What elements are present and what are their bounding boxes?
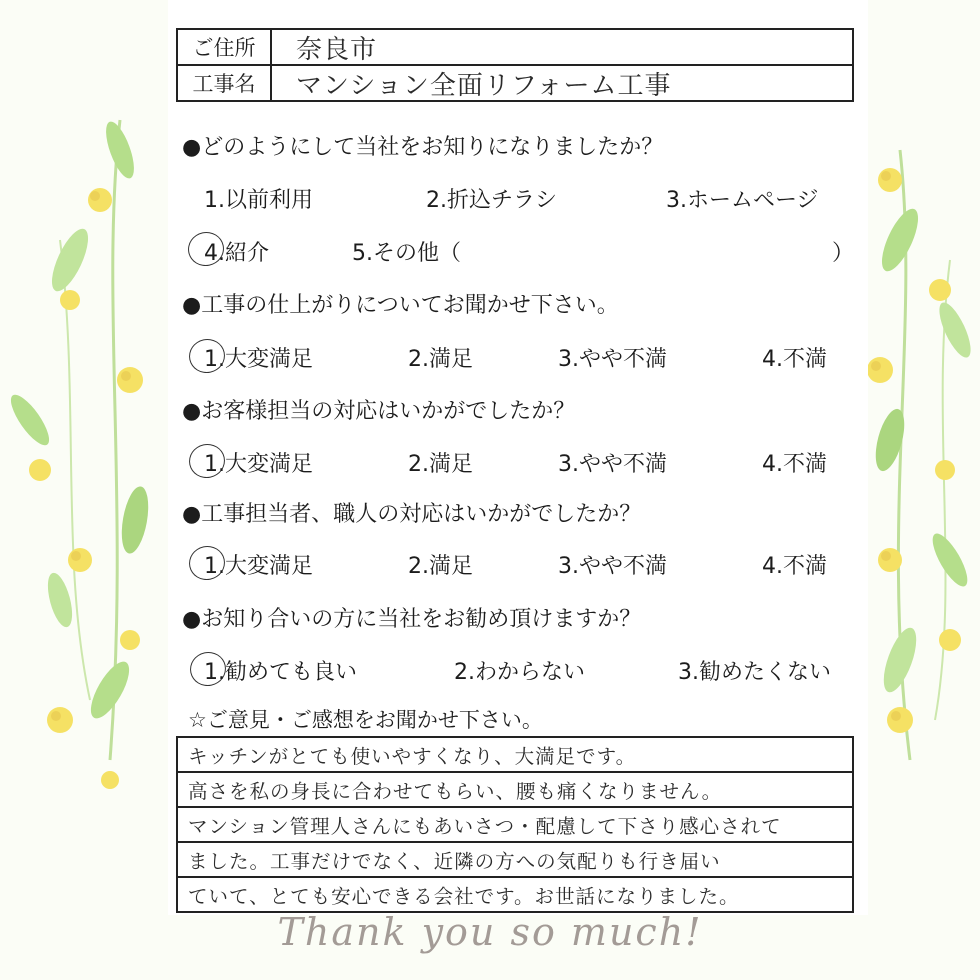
q3-option-4: 4.不満 [762,452,827,477]
q1-option-4: 4.紹介 [204,241,269,266]
q4-option-2: 2.満足 [408,554,473,579]
q2-option-1: 1.大変満足 [204,347,313,372]
address-row [178,30,852,64]
q2-option-4: 4.不満 [762,347,827,372]
work-name-row [178,64,852,100]
q1-option-3: 3.ホームページ [666,188,819,213]
comments-box [176,736,854,913]
q5-option-3: 3.勧めたくない [678,660,831,685]
question-4: ●工事担当者、職人の対応はいかがでしたか？ [182,502,642,527]
q4-option-1: 1.大変満足 [204,554,313,579]
address-value: 奈良市 [296,34,378,65]
q2-option-3: 3.やや不満 [558,347,667,372]
comment-line-2: 高さを私の身長に合わせてもらい、腰も痛くなりません。 [178,771,852,806]
question-1: ●どのようにして当社をお知りになりましたか？ [182,135,664,160]
question-2: ●工事の仕上がりについてお聞かせ下さい。 [182,293,619,318]
customer-info-table [176,28,854,102]
q1-option-2: 2.折込チラシ [426,188,557,213]
q3-option-1: 1.大変満足 [204,452,313,477]
q3-option-2: 2.満足 [408,452,473,477]
q2-option-2: 2.満足 [408,347,473,372]
comment-line-3: マンション管理人さんにもあいさつ・配慮して下さり感心されて [178,806,852,841]
work-name-value: マンション全面リフォーム工事 [296,70,672,101]
q1-other-close-paren: ） [832,241,855,266]
address-label: ご住所 [178,30,272,64]
q5-option-2: 2.わからない [454,660,585,685]
q4-option-3: 3.やや不満 [558,554,667,579]
q3-option-3: 3.やや不満 [558,452,667,477]
comment-line-4: ました。工事だけでなく、近隣の方への気配りも行き届い [178,841,852,876]
q1-option-5: 5.その他（ [352,241,461,266]
work-name-label: 工事名 [178,66,272,100]
comments-heading: ☆ご意見・ご感想をお聞かせ下さい。 [188,708,543,732]
q5-option-1: 1.勧めても良い [204,660,357,685]
question-5: ●お知り合いの方に当社をお勧め頂けますか？ [182,607,642,632]
question-3: ●お客様担当の対応はいかがでしたか？ [182,399,576,424]
thank-you-signature: Thank you so much! [277,910,703,954]
q1-option-1: 1.以前利用 [204,188,313,213]
q4-option-4: 4.不満 [762,554,827,579]
comment-line-5: ていて、とても安心できる会社です。お世話になりました。 [178,876,852,911]
comment-line-1: キッチンがとても使いやすくなり、大満足です。 [188,744,637,768]
